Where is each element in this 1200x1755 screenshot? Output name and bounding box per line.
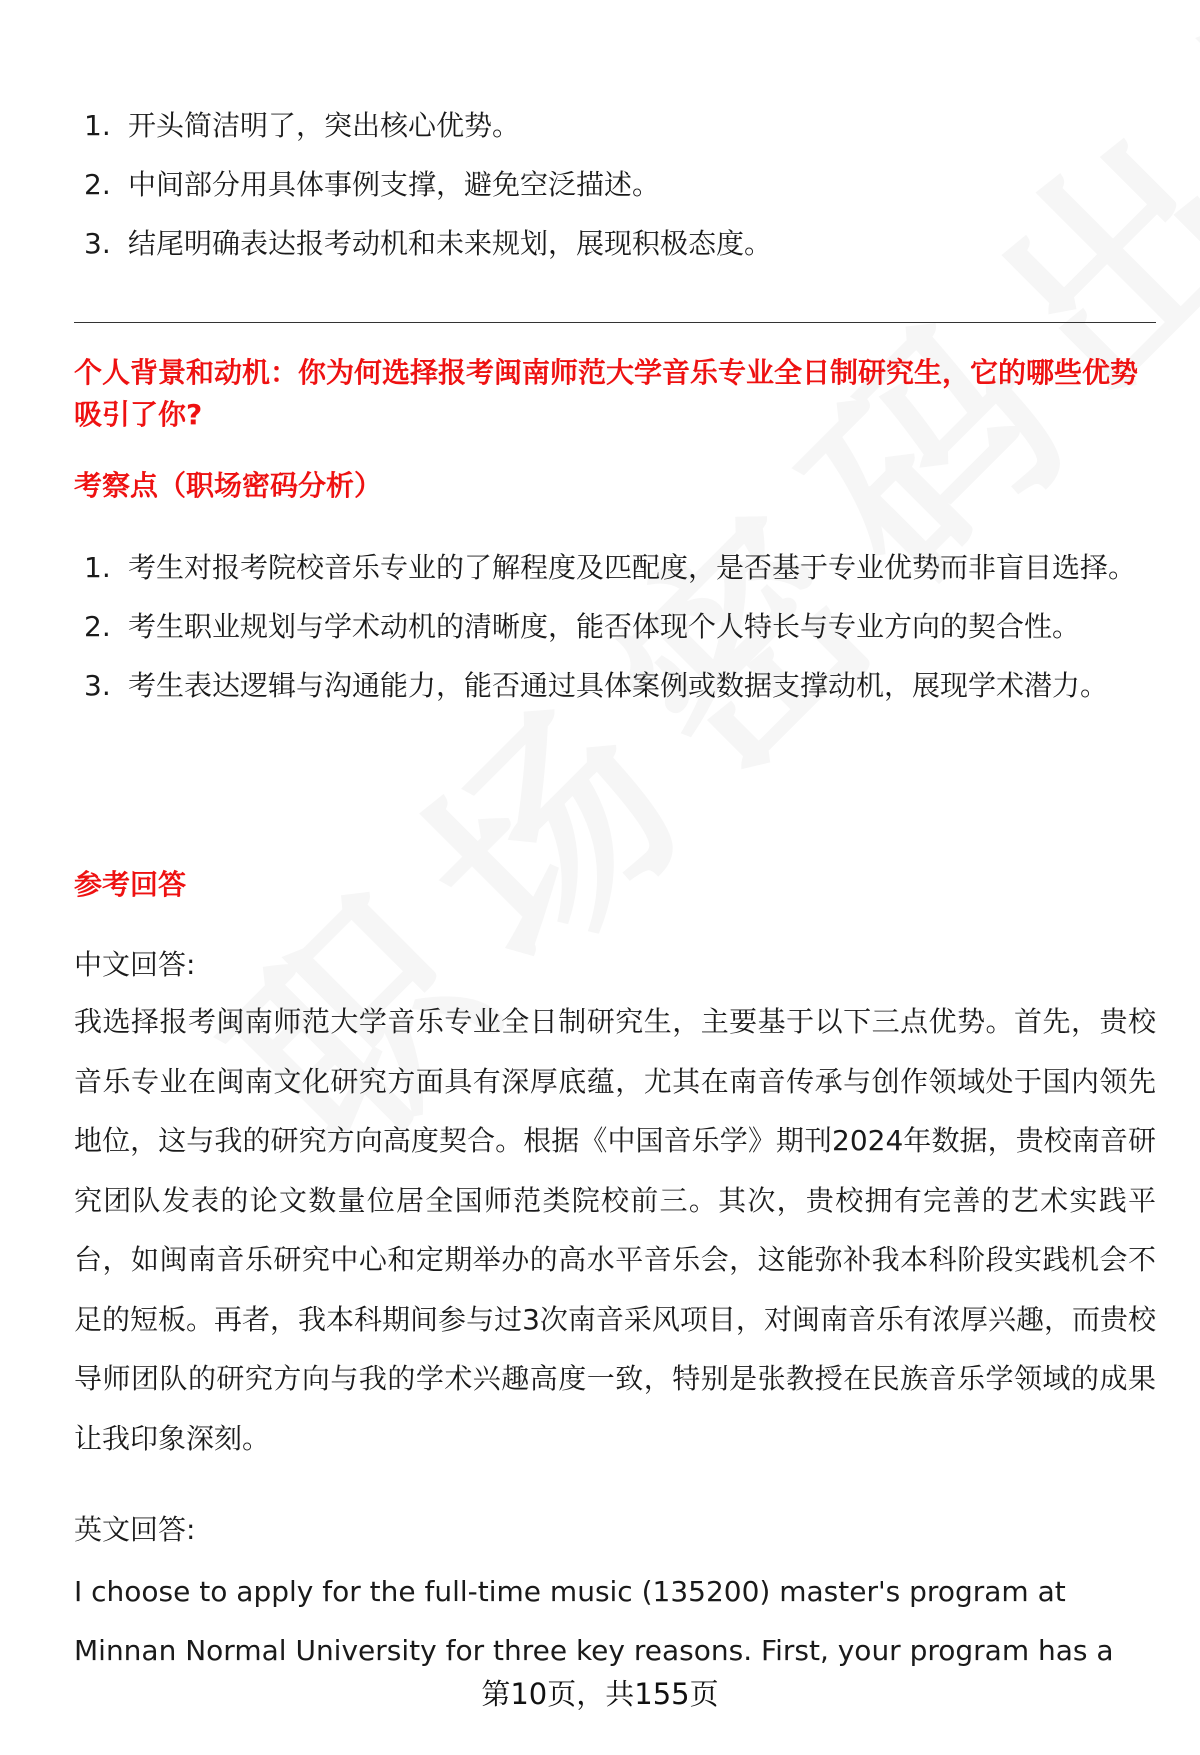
list-text: 结尾明确表达报考动机和未来规划，展现积极态度。 bbox=[128, 227, 773, 260]
question-heading: 个人背景和动机：你为何选择报考闽南师范大学音乐专业全日制研究生，它的哪些优势吸引了你? bbox=[74, 356, 1139, 431]
list-text: 考生职业规划与学术动机的清晰度，能否体现个人特长与专业方向的契合性。 bbox=[128, 610, 1081, 643]
list-text: 考生表达逻辑与沟通能力，能否通过具体案例或数据支撑动机，展现学术潜力。 bbox=[128, 669, 1109, 702]
list-number: 3. bbox=[84, 227, 111, 260]
page-number-footer: 第10页，共155页 bbox=[481, 1677, 719, 1711]
chinese-answer-text: 我选择报考闽南师范大学音乐专业全日制研究生，主要基于以下三点优势。首先，贵校音乐专业在闽南文化研究方面具有深厚底蕴，尤其在南音传承与创作领域处于国内领先地位，这与我的研究方向高度契合。根据《中国音乐学》期刊2024年数据，贵校南音研究团队发表的论文数量位居全国师范类院校前三。其次，贵校拥有完善的艺术实践平台，如闽南音乐研究中心和定期举办的高水平音乐会，这能弥补我本科阶段实践机会不足的短板。再者，我本科期间参与过3次南音采风项目，对闽南音乐有浓厚兴趣，而贵校导师团队的研究方向与我的学术兴趣高度一致，特别是张教授在民族音乐学领域的成果让我印象深刻。 bbox=[74, 1005, 1156, 1455]
list-item bbox=[74, 214, 1156, 273]
list-item bbox=[74, 96, 1156, 155]
english-answer-text: I choose to apply for the full-time music (135200) master's program at Minnan Normal University for three key reasons. First, your program has a bbox=[74, 1575, 1114, 1667]
list-number: 3. bbox=[84, 669, 111, 702]
section-divider bbox=[74, 322, 1156, 323]
document-page bbox=[74, 0, 1156, 1755]
reference-answer-heading: 参考回答 bbox=[74, 868, 187, 901]
list-number: 2. bbox=[84, 610, 111, 643]
list-item bbox=[74, 597, 1156, 656]
english-answer-label: 英文回答: bbox=[74, 1513, 196, 1546]
list-number: 2. bbox=[84, 168, 111, 201]
list-item bbox=[74, 155, 1156, 214]
exam-points-list bbox=[74, 538, 1156, 715]
list-item bbox=[74, 656, 1156, 715]
list-number: 1. bbox=[84, 551, 111, 584]
list-item bbox=[74, 538, 1156, 597]
list-text: 考生对报考院校音乐专业的了解程度及匹配度，是否基于专业优势而非盲目选择。 bbox=[128, 551, 1137, 584]
tips-list bbox=[74, 96, 1156, 273]
list-text: 中间部分用具体事例支撑，避免空泛描述。 bbox=[128, 168, 661, 201]
list-text: 开头简洁明了，突出核心优势。 bbox=[128, 109, 521, 142]
chinese-answer-label: 中文回答: bbox=[74, 948, 196, 981]
list-number: 1. bbox=[84, 109, 111, 142]
exam-points-heading: 考察点（职场密码分析） bbox=[74, 469, 383, 502]
